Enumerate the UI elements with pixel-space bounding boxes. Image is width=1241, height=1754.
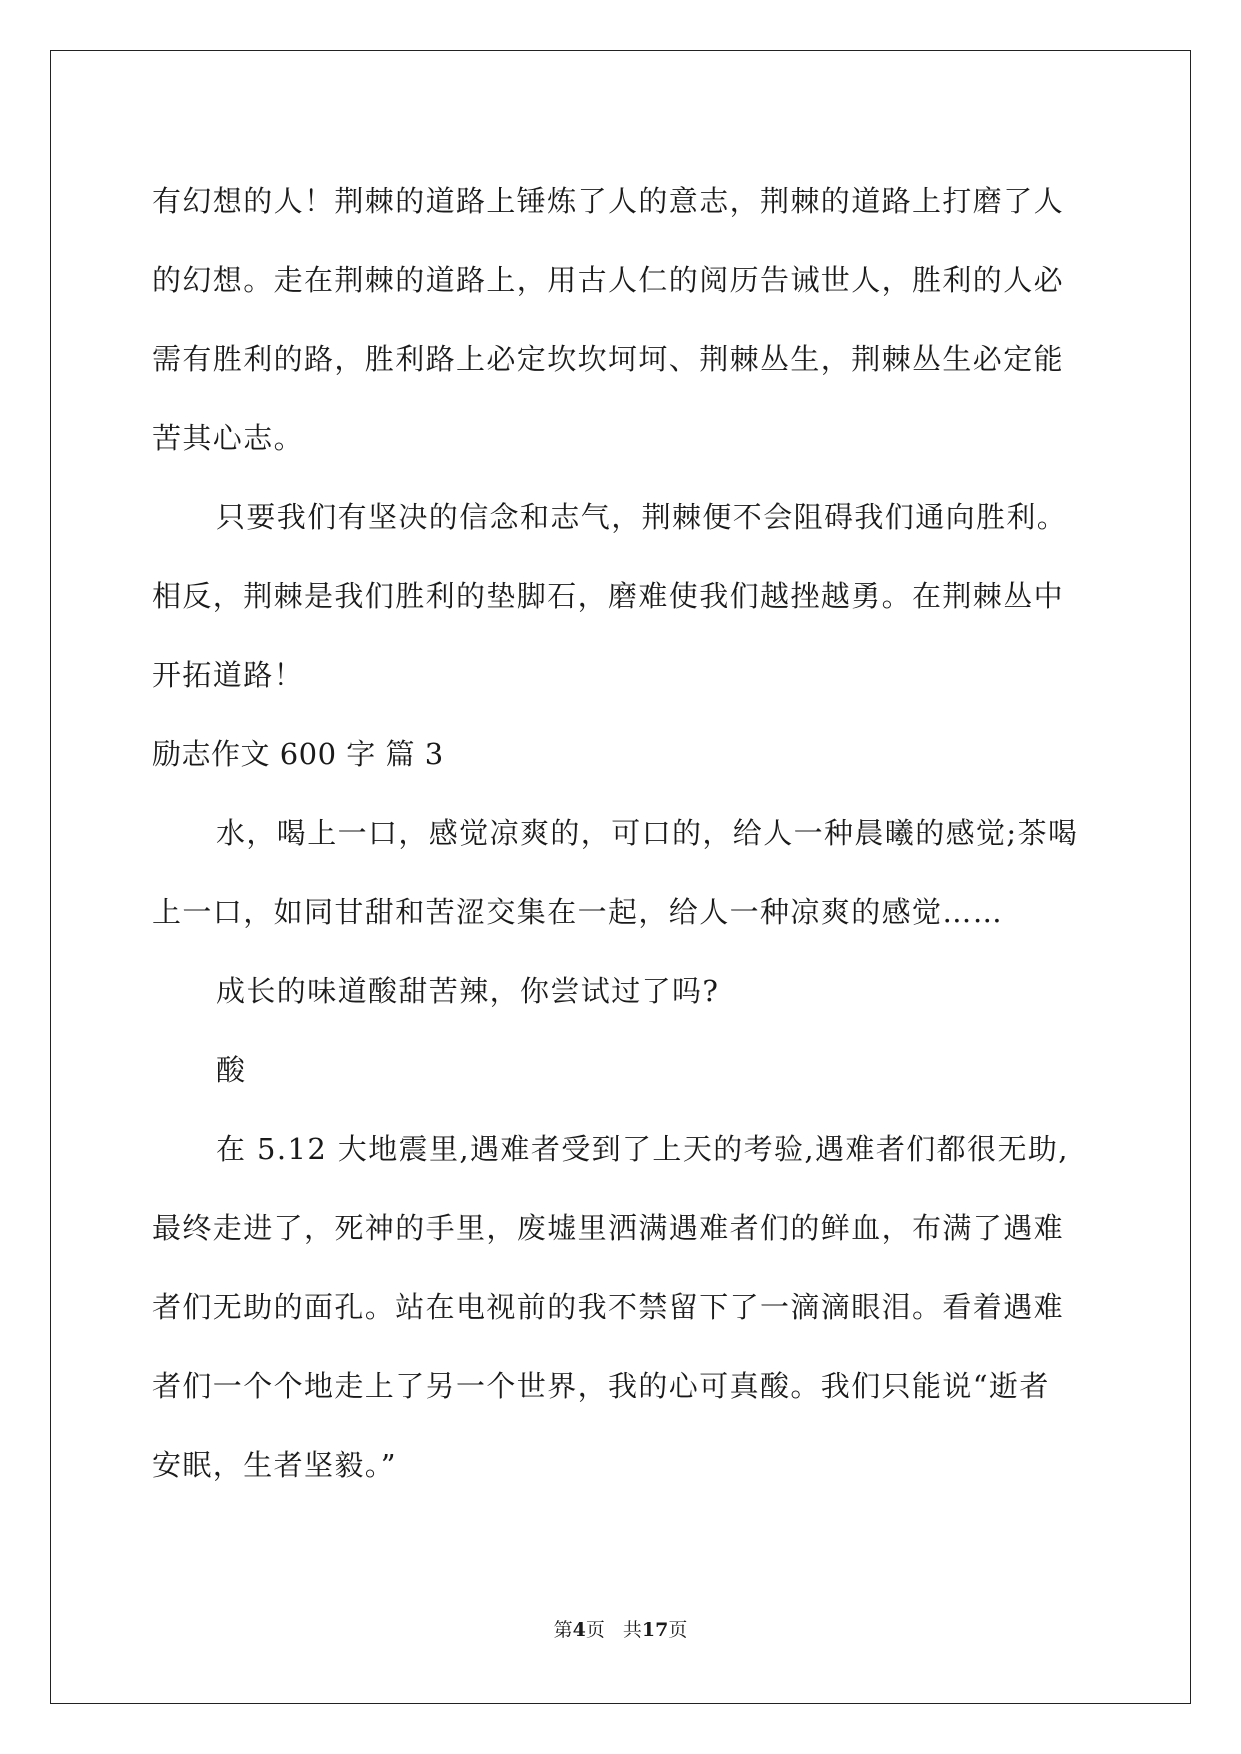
page-suffix: 页 <box>585 1619 605 1641</box>
total-suffix: 页 <box>668 1619 688 1641</box>
text-line: 的幻想。走在荆棘的道路上，用古人仁的阅历告诫世人，胜利的人必 <box>152 263 1065 297</box>
document-body <box>152 162 1092 1505</box>
total-prefix: 共 <box>622 1619 642 1641</box>
text-line: 苦其心志。 <box>152 421 305 455</box>
text-line: 者们无助的面孔。站在电视前的我不禁留下了一滴滴眼泪。看着遇难 <box>152 1290 1065 1324</box>
section-heading: 励志作文 600 字 篇 3 <box>152 737 444 771</box>
page-footer <box>0 1615 1241 1642</box>
text-line: 需有胜利的路，胜利路上必定坎坎坷坷、荆棘丛生，荆棘丛生必定能 <box>152 342 1065 376</box>
text-line: 上一口，如同甘甜和苦涩交集在一起，给人一种凉爽的感觉…… <box>152 895 1004 929</box>
text-line: 有幻想的人！荆棘的道路上锤炼了人的意志，荆棘的道路上打磨了人 <box>152 184 1065 218</box>
text-line: 最终走进了，死神的手里，废墟里洒满遇难者们的鲜血，布满了遇难 <box>152 1211 1065 1245</box>
subheading-line: 酸 <box>216 1053 247 1087</box>
page-number: 4 <box>572 1619 586 1641</box>
text-line: 安眠，生者坚毅。” <box>152 1448 397 1482</box>
text-line: 者们一个个地走上了另一个世界，我的心可真酸。我们只能说“逝者 <box>152 1369 1050 1403</box>
paragraph-start-line: 只要我们有坚决的信念和志气，荆棘便不会阻碍我们通向胜利。 <box>216 500 1068 534</box>
text-line: 相反，荆棘是我们胜利的垫脚石，磨难使我们越挫越勇。在荆棘丛中 <box>152 579 1065 613</box>
paragraph-start-line: 水，喝上一口，感觉凉爽的，可口的，给人一种晨曦的感觉;茶喝 <box>216 816 1079 850</box>
total-pages: 17 <box>641 1619 669 1641</box>
paragraph-start-line: 成长的味道酸甜苦辣，你尝试过了吗? <box>216 974 720 1008</box>
text-line: 开拓道路！ <box>152 658 305 692</box>
page-prefix: 第 <box>553 1619 573 1641</box>
paragraph-start-line: 在 5.12 大地震里,遇难者受到了上天的考验,遇难者们都很无助, <box>216 1132 1069 1166</box>
